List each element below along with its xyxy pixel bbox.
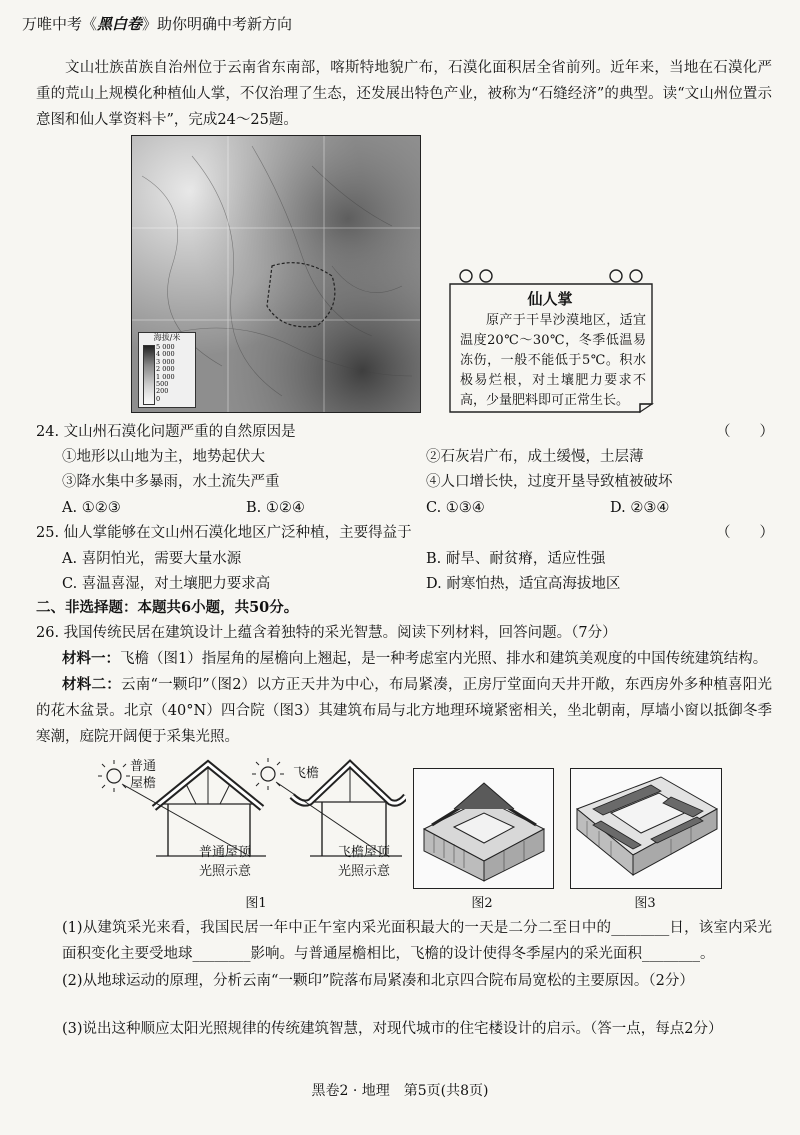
q24-option-d: D. ②③④: [610, 500, 670, 516]
intro-paragraph: 文山壮族苗族自治州位于云南省东南部，喀斯特地貌广布，石漠化面积居全省前列。近年来，当地在石漠化严重的荒山上规模化种植仙人掌，不仅治理了生态，还发展出特色产业，被称为“石缝经济”的典型。读“文山州位置示意图和仙人掌资料卡”，完成24～25题。: [36, 60, 772, 128]
material-2-label: 材料二：: [62, 676, 121, 693]
q25-option-b: B. 耐旱、耐贫瘠，适应性强: [426, 551, 606, 567]
q24-option-b: B. ①②④: [246, 500, 305, 516]
flying-eave-diagram: [252, 758, 406, 856]
fig1-flying-caption: [324, 843, 404, 881]
q26-material-2: [36, 672, 772, 750]
q26-sub-2: (2)从地球运动的原理，分析云南“一颗印”院落布局紧凑和北京四合院布局宽松的主要原因。（2分）: [62, 973, 694, 989]
figure-2-label: 图2: [471, 896, 493, 911]
figure-3-label: 图3: [634, 896, 656, 911]
material-1-text: 飞檐（图1）指屋角的屋檐向上翘起，是一种考虑室内光照、排水和建筑美观度的中国传统建筑结构。: [120, 651, 768, 667]
ordinary-eave-label-line1: 普通: [130, 759, 157, 774]
fig1-flying-eave-label: 飞檐: [293, 766, 320, 781]
q24-statement-3: ③降水集中多暴雨，水土流失严重: [62, 474, 280, 490]
q26-sub-1: (1)从建筑采光来看，我国民居一年中正午室内采光面积最大的一天是二分二至日中的________日，该室内采光面积变化主要受地球________影响。与普通屋檐相比，飞檐的设计使得冬季屋内的采光面积________。: [62, 920, 772, 962]
q24-stem: 24. 文山州石漠化问题严重的自然原因是: [36, 424, 296, 440]
legend-value: 2 000: [156, 365, 175, 374]
legend-title: 海拔/米: [153, 333, 181, 342]
q24-statement-1: ①地形以山地为主，地势起伏大: [62, 449, 265, 465]
q25-option-d: D. 耐寒怕热，适宜高海拔地区: [426, 576, 621, 592]
q26-stem: 26. 我国传统民居在建筑设计上蕴含着独特的采光智慧。阅读下列材料，回答问题。（7分）: [36, 625, 617, 641]
figure-1-label: 图1: [245, 896, 267, 911]
q26-material-1: [62, 646, 772, 672]
legend-color-ramp: [143, 345, 155, 405]
legend-value: 5 000: [156, 343, 175, 351]
q25-option-c: C. 喜温喜湿，对土壤肥力要求高: [62, 576, 271, 592]
q24-option-a: A. ①②③: [62, 500, 121, 516]
header-suffix: 》助你明确中考新方向: [142, 15, 293, 33]
card-title: 仙人掌: [527, 290, 573, 308]
legend-values: [156, 344, 175, 403]
card-body: 原产于干旱沙漠地区，适宜温度20℃～30℃，冬季低温易冻伤，一般不能低于5℃。积水极易烂根，对土壤肥力要求不高，少量肥料即可正常生长。: [460, 313, 646, 408]
legend-value: 500: [156, 380, 169, 389]
material-1-label: 材料一：: [62, 650, 120, 667]
fig1-ordinary-caption: [185, 843, 265, 881]
page-footer: 黑卷2 · 地理 第5页(共8页): [311, 1083, 489, 1099]
fig1-ordinary-eave-label: [130, 758, 156, 792]
header-prefix: 万唯中考《: [22, 15, 98, 33]
yikeyin-drawing: [414, 769, 553, 888]
legend-value: 3 000: [156, 357, 175, 366]
q25-option-a: A. 喜阴怕光，需要大量水源: [62, 551, 242, 567]
ordinary-caption-line1: 普通屋顶: [198, 845, 251, 860]
legend-value: 200: [156, 387, 169, 396]
legend-value: 4 000: [156, 350, 175, 359]
flying-caption-line1: 飞檐屋顶: [337, 845, 390, 860]
legend-value: 1 000: [156, 372, 175, 381]
ordinary-caption-line2: 光照示意: [198, 864, 251, 879]
elevation-legend: [138, 332, 196, 408]
section-2-heading: 二、非选择题：本题共6小题，共50分。: [36, 599, 299, 616]
legend-value: 0: [156, 394, 161, 403]
q25-stem: 25. 仙人掌能够在文山州石漠化地区广泛种植，主要得益于: [36, 525, 412, 541]
siheyuan-drawing: [571, 769, 721, 888]
figure-2-yikeyin-image: [413, 768, 554, 889]
page-header: [22, 14, 292, 34]
q24-statement-2: ②石灰岩广布，成土缓慢，土层薄: [426, 449, 644, 465]
header-brand: 黑白卷: [97, 15, 143, 33]
ordinary-roof-diagram: [98, 760, 266, 856]
q25-answer-bracket: （ ）: [716, 525, 774, 541]
q24-option-c: C. ①③④: [426, 500, 485, 516]
wenshan-relief-map: [131, 135, 421, 413]
q26-sub-3: (3)说出这种顺应太阳光照规律的传统建筑智慧，对现代城市的住宅楼设计的启示。（答一点，每点2分）: [62, 1021, 723, 1037]
figure-3-siheyuan-image: [570, 768, 722, 889]
q24-statement-4: ④人口增长快，过度开垦导致植被破坏: [426, 474, 673, 490]
flying-caption-line2: 光照示意: [337, 864, 390, 879]
material-2-text: 云南“一颗印”（图2）以方正天井为中心，布局紧凑，正房厅堂面向天井开敞，东西房外多种植喜阳光的花木盆景。北京（40°N）四合院（图3）其建筑布局与北方地理环境紧密相关，坐北朝南，厚墙小窗以抵御冬季寒潮，庭院开阔便于采集光照。: [36, 677, 772, 745]
ordinary-eave-label-line2: 屋檐: [130, 776, 157, 791]
q24-answer-bracket: （ ）: [716, 424, 774, 440]
